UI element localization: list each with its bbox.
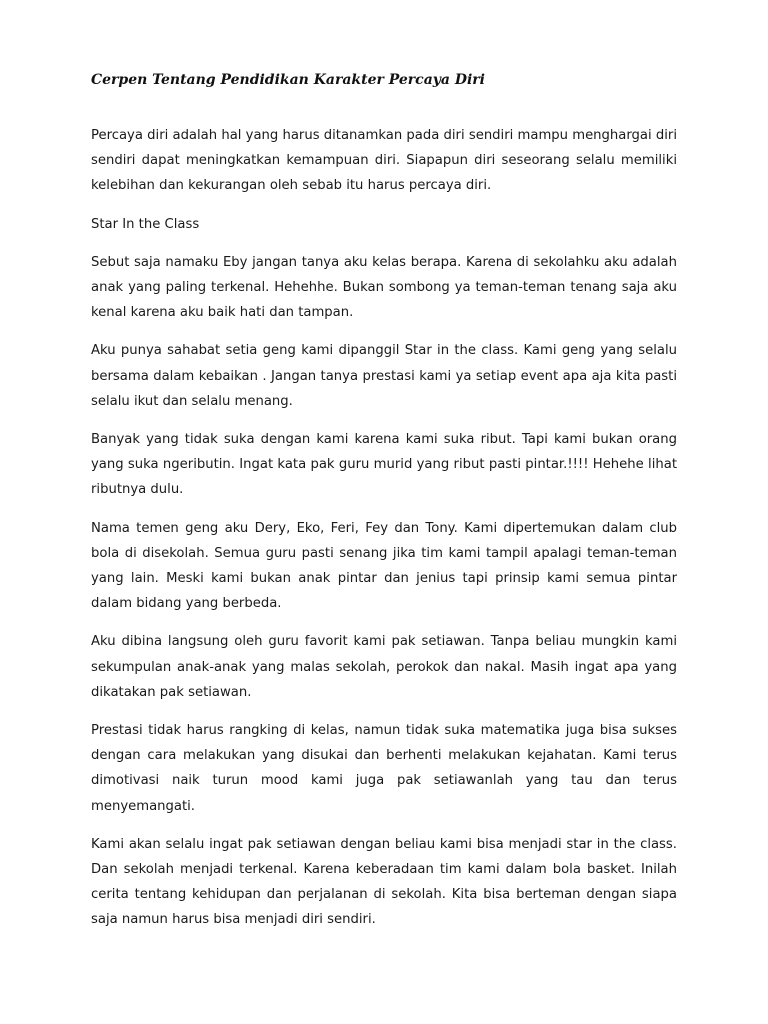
story-paragraph: Sebut saja namaku Eby jangan tanya aku kelas berapa. Karena di sekolahku aku adalah anak yang paling terkenal. Hehehhe. Bukan sombong ya teman-teman tenang saja aku kenal karena aku baik hati dan tampan. [91, 254, 677, 321]
intro-paragraph: Percaya diri adalah hal yang harus ditanamkan pada diri sendiri mampu menghargai diri sendiri dapat meningkatkan kemampuan diri. Siapapun diri seseorang selalu memiliki kelebihan dan kekurangan oleh sebab itu harus percaya diri. [91, 128, 677, 194]
story-paragraph: Aku dibina langsung oleh guru favorit kami pak setiawan. Tanpa beliau mungkin kami sekumpulan anak-anak yang malas sekolah, perokok dan nakal. Masih ingat apa yang dikatakan pak setiawan. [91, 634, 677, 700]
document-body [91, 68, 677, 946]
story-paragraph: Kami akan selalu ingat pak setiawan dengan beliau kami bisa menjadi star in the class. Dan sekolah menjadi terkenal. Karena keberadaan tim kami dalam bola basket. Inilah cerita tentang kehidupan dan perjalanan di sekolah. Kita bisa berteman dengan siapa saja namun harus bisa menjadi diri sendiri. [91, 836, 677, 928]
story-paragraph: Banyak yang tidak suka dengan kami karena kami suka ribut. Tapi kami bukan orang yang suka ngeributin. Ingat kata pak guru murid yang ribut pasti pintar.!!!! Hehehe lihat ributnya dulu. [91, 432, 677, 498]
story-paragraph: Prestasi tidak harus rangking di kelas, namun tidak suka matematika juga bisa sukses dengan cara melakukan yang disukai dan berhenti melakukan kejahatan. Kami terus dimotivasi naik turun mood kami juga pak setiawanlah yang tau dan terus menyemangati. [91, 723, 677, 814]
story-title: Star In the Class [91, 216, 200, 232]
document-title: Cerpen Tentang Pendidikan Karakter Percaya Diri [91, 72, 486, 88]
story-paragraph: Aku punya sahabat setia geng kami dipanggil Star in the class. Kami geng yang selalu bersama dalam kebaikan . Jangan tanya prestasi kami ya setiap event apa aja kita pasti selalu ikut dan selalu menang. [91, 343, 677, 409]
story-paragraph: Nama temen geng aku Dery, Eko, Feri, Fey dan Tony. Kami dipertemukan dalam club bola di disekolah. Semua guru pasti senang jika tim kami tampil apalagi teman-teman yang lain. Meski kami bukan anak pintar dan jenius tapi prinsip kami semua pintar dalam bidang yang berbeda. [91, 520, 677, 612]
